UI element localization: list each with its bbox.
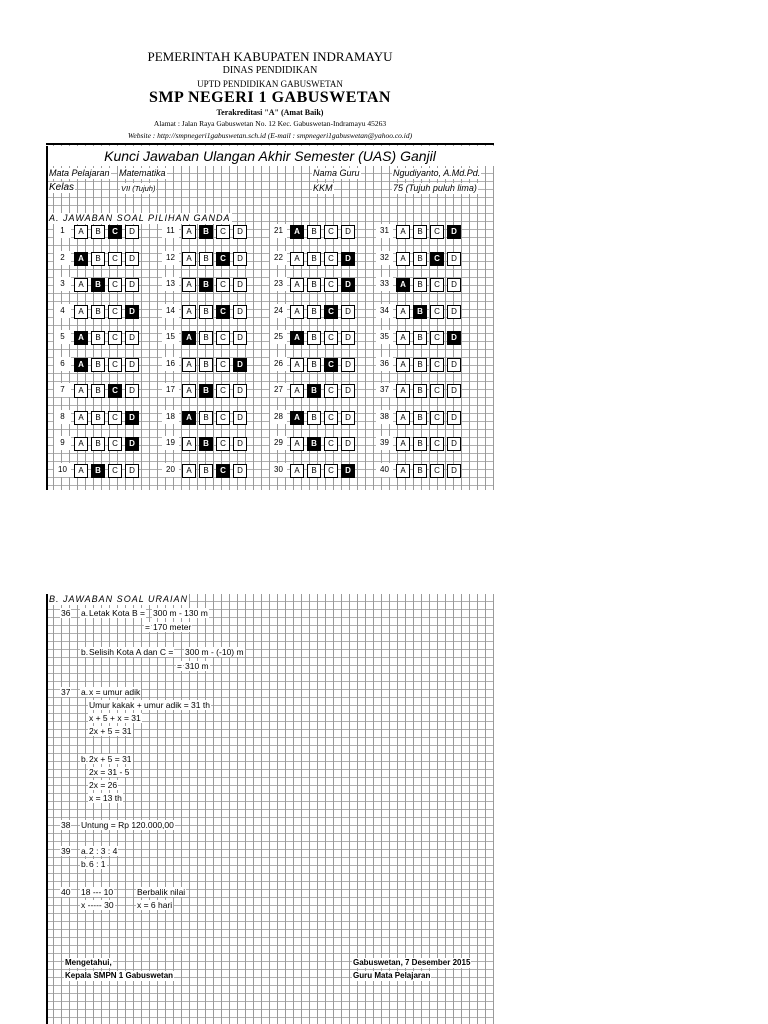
question-number: 21 (270, 224, 287, 238)
option-c: C (216, 225, 230, 239)
option-d-selected: D (125, 305, 139, 319)
question-38-number: 38 (61, 820, 71, 830)
option-a-selected: A (74, 252, 88, 266)
option-d: D (233, 225, 247, 239)
option-b: B (199, 252, 213, 266)
option-b: B (91, 437, 105, 451)
option-b-selected: B (91, 278, 105, 292)
option-d: D (447, 437, 461, 451)
q36-a-eq: = (145, 622, 150, 632)
option-b: B (413, 225, 427, 239)
option-d: D (125, 331, 139, 345)
q39-b-label: b. (81, 859, 89, 869)
q36-a-line1: Letak Kota B = (89, 608, 145, 618)
question-number: 28 (270, 410, 287, 424)
option-c: C (216, 437, 230, 451)
option-a-selected: A (290, 225, 304, 239)
header-line-3: UPTD PENDIDIKAN GABUSWETAN (197, 79, 343, 89)
option-c: C (430, 384, 444, 398)
q38-text: Untung = Rp 120.000,00 (81, 820, 174, 830)
question-number: 39 (376, 436, 393, 450)
question-number: 27 (270, 383, 287, 397)
option-a: A (74, 437, 88, 451)
question-number: 6 (54, 357, 71, 371)
option-c: C (108, 358, 122, 372)
question-number: 26 (270, 357, 287, 371)
option-a: A (74, 278, 88, 292)
option-a: A (182, 305, 196, 319)
option-d: D (341, 384, 355, 398)
question-number: 3 (54, 277, 71, 291)
option-d: D (341, 331, 355, 345)
option-d-selected: D (125, 411, 139, 425)
footer-teacher: Guru Mata Pelajaran (353, 971, 431, 980)
q36-b-val2: 310 m (185, 661, 209, 671)
q36-a-val1: 300 m - 130 m (153, 608, 208, 618)
question-number: 7 (54, 383, 71, 397)
option-b: B (413, 437, 427, 451)
option-d: D (447, 252, 461, 266)
question-number: 22 (270, 251, 287, 265)
option-b: B (307, 411, 321, 425)
option-b: B (199, 331, 213, 345)
q36-a-label: a. (81, 608, 89, 618)
option-d: D (341, 305, 355, 319)
option-b: B (91, 384, 105, 398)
option-a: A (182, 464, 196, 478)
option-c: C (324, 464, 338, 478)
option-d: D (125, 278, 139, 292)
option-b: B (91, 358, 105, 372)
option-c: C (324, 225, 338, 239)
option-a: A (74, 305, 88, 319)
q36-b-line1: Selisih Kota A dan C = (89, 647, 174, 657)
option-a-selected: A (182, 331, 196, 345)
option-d-selected: D (447, 225, 461, 239)
option-d: D (233, 331, 247, 345)
teacher-label: Nama Guru (313, 168, 360, 178)
q37-b3: 2x = 26 (89, 780, 118, 790)
question-number: 2 (54, 251, 71, 265)
option-b: B (413, 384, 427, 398)
option-d-selected: D (341, 278, 355, 292)
subject-label: Mata Pelajaran (49, 168, 110, 178)
option-c-selected: C (216, 252, 230, 266)
question-number: 16 (162, 357, 179, 371)
q36-b-val1: 300 m - (-10) m (185, 647, 244, 657)
option-c-selected: C (108, 384, 122, 398)
option-c-selected: C (216, 464, 230, 478)
option-b: B (307, 278, 321, 292)
question-37-number: 37 (61, 687, 71, 697)
footer-principal: Kepala SMPN 1 Gabuswetan (65, 971, 174, 980)
option-b: B (307, 358, 321, 372)
option-a: A (396, 411, 410, 425)
question-number: 32 (376, 251, 393, 265)
question-number: 29 (270, 436, 287, 450)
option-c: C (216, 358, 230, 372)
question-number: 11 (162, 224, 179, 238)
question-36-number: 36 (61, 608, 71, 618)
q37-a3: x + 5 + x = 31 (89, 713, 141, 723)
option-c: C (324, 411, 338, 425)
question-number: 14 (162, 304, 179, 318)
option-c: C (430, 331, 444, 345)
q37-a2: Umur kakak + umur adik = 31 th (89, 700, 210, 710)
option-b: B (413, 358, 427, 372)
option-b-selected: B (307, 384, 321, 398)
question-number: 18 (162, 410, 179, 424)
option-a: A (396, 437, 410, 451)
option-a: A (396, 225, 410, 239)
q39-b: 6 : 1 (89, 859, 106, 869)
page-title: Kunci Jawaban Ulangan Akhir Semester (UAS) Ganjil (104, 148, 436, 164)
option-a: A (290, 464, 304, 478)
option-d: D (341, 411, 355, 425)
option-a: A (74, 225, 88, 239)
option-a: A (290, 305, 304, 319)
option-b: B (199, 411, 213, 425)
question-number: 5 (54, 330, 71, 344)
option-d: D (341, 225, 355, 239)
question-number: 35 (376, 330, 393, 344)
option-a: A (182, 278, 196, 292)
option-b-selected: B (199, 384, 213, 398)
question-number: 17 (162, 383, 179, 397)
option-d: D (125, 252, 139, 266)
accreditation: Terakreditasi "A" (Amat Baik) (216, 108, 324, 117)
option-a: A (182, 384, 196, 398)
option-a-selected: A (290, 411, 304, 425)
option-c: C (324, 252, 338, 266)
q36-b-label: b. (81, 647, 89, 657)
q37-a1: x = umur adik (89, 687, 141, 697)
question-number: 12 (162, 251, 179, 265)
option-d: D (447, 358, 461, 372)
option-d: D (125, 358, 139, 372)
divider (46, 143, 494, 145)
option-b: B (91, 225, 105, 239)
question-number: 23 (270, 277, 287, 291)
option-c: C (324, 437, 338, 451)
option-b-selected: B (199, 225, 213, 239)
q40-l2b: x = 6 hari (137, 900, 173, 910)
option-c-selected: C (324, 358, 338, 372)
option-a: A (396, 464, 410, 478)
option-b: B (199, 464, 213, 478)
option-c: C (108, 437, 122, 451)
option-a: A (290, 278, 304, 292)
question-40-number: 40 (61, 887, 71, 897)
option-d: D (447, 411, 461, 425)
option-c: C (216, 331, 230, 345)
option-c-selected: C (430, 252, 444, 266)
q40-l1a: 18 --- 10 (81, 887, 114, 897)
option-c-selected: C (324, 305, 338, 319)
option-c-selected: C (108, 225, 122, 239)
option-d: D (233, 278, 247, 292)
option-b: B (413, 252, 427, 266)
option-a: A (182, 358, 196, 372)
option-d-selected: D (341, 252, 355, 266)
q39-a-label: a. (81, 846, 89, 856)
question-number: 37 (376, 383, 393, 397)
option-c: C (108, 252, 122, 266)
option-a: A (290, 358, 304, 372)
option-c: C (324, 331, 338, 345)
question-number: 25 (270, 330, 287, 344)
option-a: A (396, 305, 410, 319)
option-b-selected: B (199, 437, 213, 451)
q37-a-label: a. (81, 687, 89, 697)
class-value: VII (Tujuh) (121, 184, 156, 193)
question-number: 8 (54, 410, 71, 424)
option-a-selected: A (74, 331, 88, 345)
option-b: B (307, 305, 321, 319)
option-d: D (233, 384, 247, 398)
q36-b-eq: = (177, 661, 182, 671)
option-c: C (108, 278, 122, 292)
kkm-value: 75 (Tujuh puluh lima) (393, 183, 477, 193)
q37-a4: 2x + 5 = 31 (89, 726, 132, 736)
section-a-title: A. JAWABAN SOAL PILIHAN GANDA (49, 213, 231, 223)
option-c: C (108, 411, 122, 425)
subject-value: Matematika (119, 168, 166, 178)
option-c: C (430, 411, 444, 425)
option-b: B (91, 305, 105, 319)
option-b: B (307, 225, 321, 239)
footer-acknowledged: Mengetahui, (65, 958, 112, 967)
option-a-selected: A (74, 358, 88, 372)
option-d-selected: D (125, 437, 139, 451)
q37-b1: 2x + 5 = 31 (89, 754, 132, 764)
option-a: A (290, 437, 304, 451)
q39-a: 2 : 3 : 4 (89, 846, 118, 856)
option-c-selected: C (216, 305, 230, 319)
option-d: D (233, 252, 247, 266)
option-c: C (216, 411, 230, 425)
q37-b4: x = 13 th (89, 793, 122, 803)
left-border (46, 146, 48, 490)
option-c: C (324, 278, 338, 292)
option-c: C (430, 305, 444, 319)
option-d: D (125, 384, 139, 398)
option-d: D (233, 464, 247, 478)
option-a: A (74, 384, 88, 398)
option-a: A (396, 331, 410, 345)
option-a: A (396, 358, 410, 372)
question-number: 34 (376, 304, 393, 318)
option-c: C (430, 225, 444, 239)
option-c: C (108, 464, 122, 478)
question-number: 30 (270, 463, 287, 477)
option-c: C (430, 358, 444, 372)
option-c: C (108, 305, 122, 319)
question-number: 15 (162, 330, 179, 344)
option-d: D (447, 278, 461, 292)
option-b: B (91, 331, 105, 345)
option-b: B (91, 411, 105, 425)
answer-sheet-page-2 (46, 594, 494, 1024)
option-d-selected: D (447, 331, 461, 345)
option-a-selected: A (290, 331, 304, 345)
question-number: 1 (54, 224, 71, 238)
option-a: A (396, 252, 410, 266)
option-d: D (125, 464, 139, 478)
class-label: Kelas (49, 182, 75, 193)
option-a: A (290, 384, 304, 398)
option-b: B (199, 305, 213, 319)
option-a: A (396, 384, 410, 398)
option-c: C (108, 331, 122, 345)
q40-l2a: x ----- 30 (81, 900, 114, 910)
multiple-choice-grid (46, 222, 494, 490)
option-b-selected: B (413, 305, 427, 319)
option-c: C (216, 384, 230, 398)
option-b-selected: B (199, 278, 213, 292)
option-b: B (307, 464, 321, 478)
question-number: 10 (54, 463, 71, 477)
option-d: D (447, 305, 461, 319)
question-number: 38 (376, 410, 393, 424)
option-b: B (91, 252, 105, 266)
option-d: D (447, 464, 461, 478)
option-b: B (307, 252, 321, 266)
option-c: C (324, 384, 338, 398)
left-border (46, 594, 48, 1024)
option-a-selected: A (182, 411, 196, 425)
question-number: 19 (162, 436, 179, 450)
section-b-title: B. JAWABAN SOAL URAIAN (49, 594, 189, 604)
option-a: A (182, 437, 196, 451)
option-d: D (447, 384, 461, 398)
option-d-selected: D (341, 464, 355, 478)
teacher-value: Ngudiyanto, A.Md.Pd. (393, 168, 481, 178)
question-39-number: 39 (61, 846, 71, 856)
option-a: A (182, 252, 196, 266)
option-c: C (430, 278, 444, 292)
option-b: B (307, 331, 321, 345)
option-b-selected: B (91, 464, 105, 478)
q37-b2: 2x = 31 - 5 (89, 767, 130, 777)
website: Website : http://smpnegeri1gabuswetan.sch.id (E-mail : smpnegeri1gabuswetan@yahoo.co.id) (127, 131, 413, 140)
option-a: A (74, 411, 88, 425)
option-a-selected: A (396, 278, 410, 292)
footer-place-date: Gabuswetan, 7 Desember 2015 (353, 958, 471, 967)
question-number: 4 (54, 304, 71, 318)
option-d-selected: D (233, 358, 247, 372)
question-number: 40 (376, 463, 393, 477)
question-number: 33 (376, 277, 393, 291)
q36-a-val2: 170 meter (153, 622, 192, 632)
option-d: D (233, 437, 247, 451)
option-b-selected: B (307, 437, 321, 451)
q37-b-label: b. (81, 754, 89, 764)
option-a: A (182, 225, 196, 239)
kkm-label: KKM (313, 183, 333, 193)
option-b: B (199, 358, 213, 372)
school-name: SMP NEGERI 1 GABUSWETAN (149, 89, 391, 106)
question-number: 9 (54, 436, 71, 450)
header-line-2: DINAS PENDIDIKAN (222, 65, 318, 76)
option-b: B (413, 411, 427, 425)
option-a: A (290, 252, 304, 266)
option-b: B (413, 464, 427, 478)
option-d: D (233, 411, 247, 425)
question-number: 36 (376, 357, 393, 371)
option-a: A (74, 464, 88, 478)
question-number: 31 (376, 224, 393, 238)
option-d: D (341, 358, 355, 372)
option-c: C (430, 437, 444, 451)
option-c: C (430, 464, 444, 478)
question-number: 13 (162, 277, 179, 291)
address: Alamat : Jalan Raya Gabuswetan No. 12 Kec. Gabuswetan-Indramayu 45263 (153, 119, 387, 128)
header-line-1: PEMERINTAH KABUPATEN INDRAMAYU (147, 49, 393, 64)
option-d: D (233, 305, 247, 319)
answer-sheet-page-1 (46, 46, 494, 490)
option-c: C (216, 278, 230, 292)
option-d: D (125, 225, 139, 239)
question-number: 24 (270, 304, 287, 318)
option-b: B (413, 278, 427, 292)
option-b: B (413, 331, 427, 345)
q40-l1b: Berbalik nilai (137, 887, 186, 897)
option-d: D (341, 437, 355, 451)
question-number: 20 (162, 463, 179, 477)
